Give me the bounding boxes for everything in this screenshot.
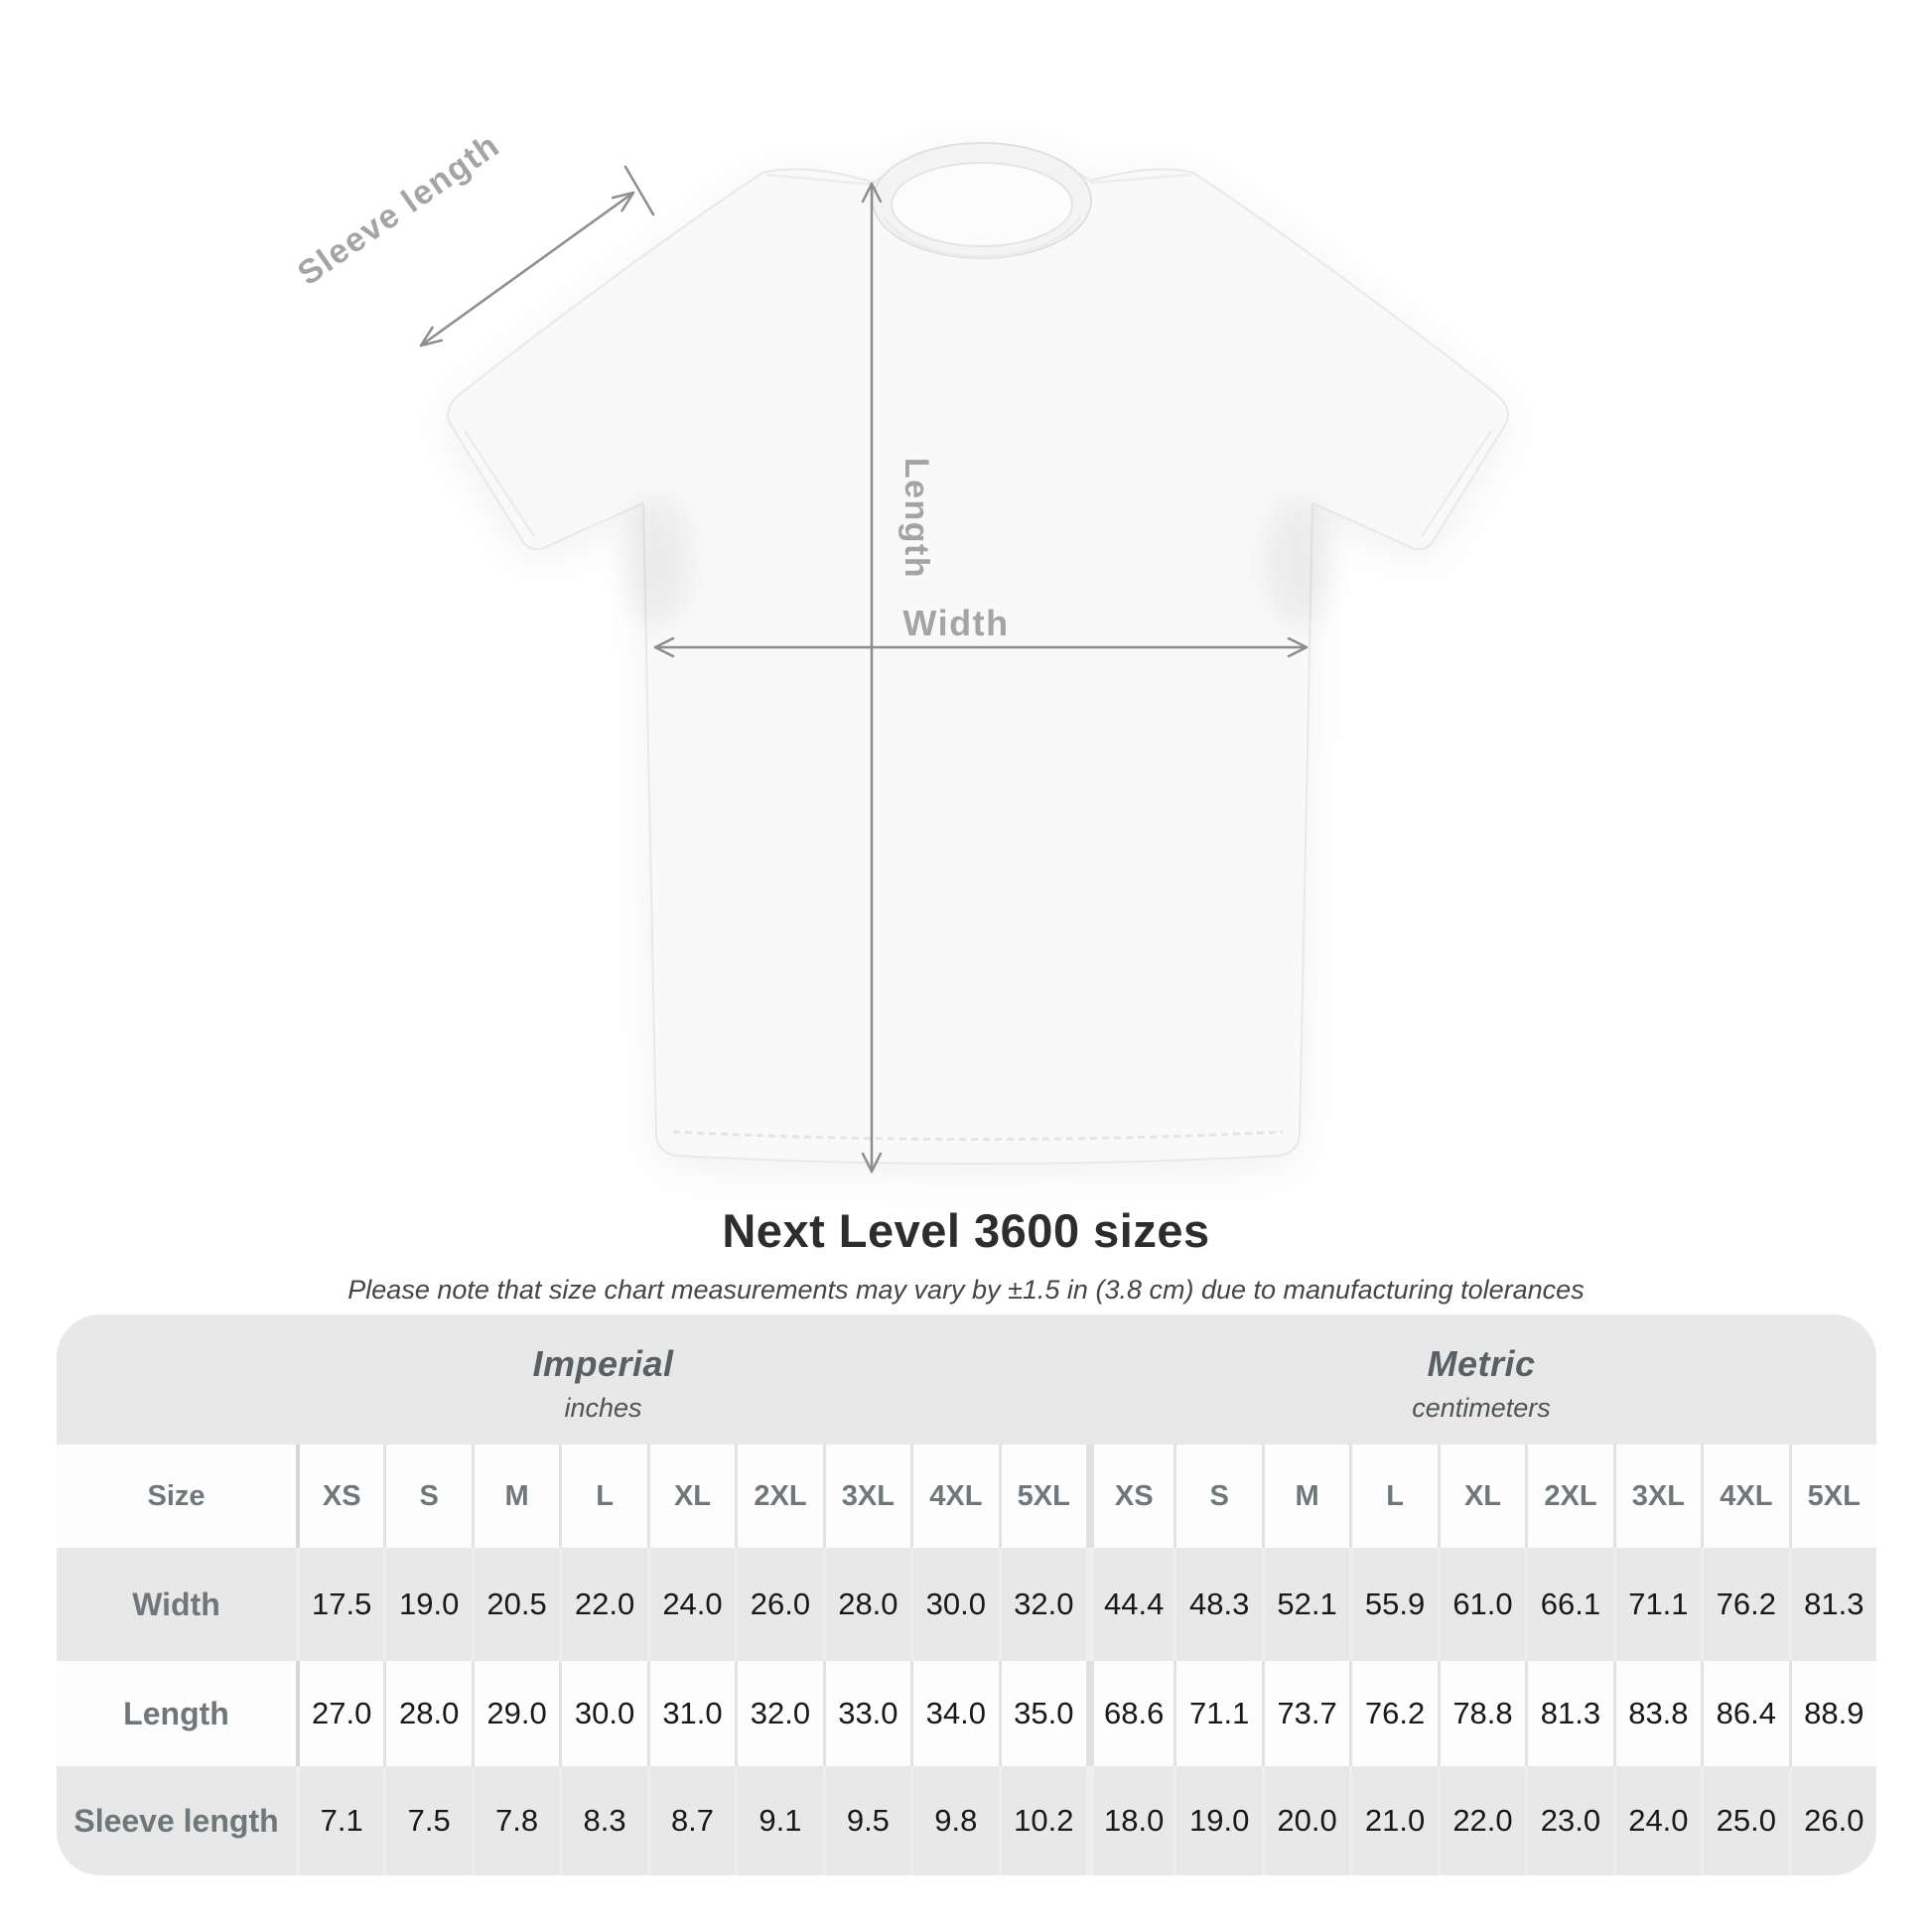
size-value-cell: 24.0 [647,1548,735,1661]
size-value-cell: 21.0 [1349,1766,1437,1875]
size-value-cell: 78.8 [1438,1661,1525,1766]
metric-section-unit: centimeters [1412,1393,1551,1423]
size-column-header: 3XL [1613,1445,1701,1548]
imperial-section-unit: inches [564,1393,642,1423]
size-value-cell: 73.7 [1262,1661,1349,1766]
width-label: Width [902,603,1010,643]
tshirt-body [448,157,1508,1164]
size-value-cell: 68.6 [1086,1661,1173,1766]
size-tolerance-note: Please note that size chart measurements may vary by ±1.5 in (3.8 cm) due to manufacturing tolerances [347,1275,1585,1305]
metric-section-title: Metric [1427,1343,1536,1384]
metric-section-header [1086,1314,1876,1445]
size-value-cell: 76.2 [1349,1661,1437,1766]
size-value-cell: 71.1 [1173,1661,1261,1766]
size-column-header: S [1173,1445,1261,1548]
row-label: Length [57,1661,296,1766]
size-value-cell: 35.0 [999,1661,1086,1766]
size-value-cell: 26.0 [1789,1766,1876,1875]
size-column-header: 3XL [823,1445,910,1548]
size-column-header: 5XL [1789,1445,1876,1548]
size-value-cell: 20.5 [472,1548,559,1661]
size-value-cell: 8.3 [559,1766,646,1875]
size-value-cell: 19.0 [383,1548,471,1661]
row-label: Width [132,1586,220,1622]
length-label: Length [897,457,935,580]
size-value-cell: 30.0 [910,1548,998,1661]
size-value-cell: 88.9 [1789,1661,1876,1766]
size-value-cell: 9.1 [735,1766,822,1875]
unit-section-headers [57,1314,1876,1445]
size-column-header: L [1349,1445,1437,1548]
size-value-cell: 33.0 [823,1661,910,1766]
size-value-cell: 66.1 [1525,1548,1612,1661]
size-column-header: M [472,1445,559,1548]
size-value-cell: 32.0 [999,1548,1086,1661]
size-value-cell: 28.0 [383,1661,471,1766]
size-value-cell: 30.0 [559,1661,646,1766]
page-title: Next Level 3600 sizes [722,1204,1210,1257]
corner-header: Size [57,1445,296,1548]
tshirt-graphic [448,143,1508,1164]
size-value-cell: 32.0 [735,1661,822,1766]
size-value-cell: 7.5 [383,1766,471,1875]
size-value-cell: 81.3 [1525,1661,1612,1766]
row-label: Sleeve length [73,1802,279,1839]
size-value-cell: 76.2 [1701,1548,1788,1661]
size-value-cell: 8.7 [647,1766,735,1875]
size-value-cell: 19.0 [1173,1766,1261,1875]
size-column-header: 4XL [910,1445,998,1548]
size-value-cell: 86.4 [1701,1661,1788,1766]
size-grid [57,1445,1876,1875]
size-value-cell: 7.8 [472,1766,559,1875]
size-chart-table [57,1314,1876,1875]
size-column-header: 4XL [1701,1445,1788,1548]
size-value-cell: 18.0 [1086,1766,1173,1875]
size-value-cell: 81.3 [1789,1548,1876,1661]
size-value-cell: 7.1 [296,1766,383,1875]
size-value-cell: 61.0 [1438,1548,1525,1661]
size-value-cell: 28.0 [823,1548,910,1661]
size-value-cell: 27.0 [296,1661,383,1766]
size-column-header: 2XL [1525,1445,1612,1548]
size-value-cell: 48.3 [1173,1548,1261,1661]
size-value-cell: 22.0 [1438,1766,1525,1875]
collar-inner [892,163,1072,246]
size-value-cell: 71.1 [1613,1548,1701,1661]
size-column-header: 2XL [735,1445,822,1548]
size-column-header: XL [1438,1445,1525,1548]
sleeve-length-label: Sleeve length [291,125,507,294]
size-value-cell: 9.5 [823,1766,910,1875]
size-value-cell: 83.8 [1613,1661,1701,1766]
size-value-cell: 44.4 [1086,1548,1173,1661]
size-value-cell: 22.0 [559,1548,646,1661]
size-value-cell: 29.0 [472,1661,559,1766]
size-value-cell: 25.0 [1701,1766,1788,1875]
size-value-cell: 23.0 [1525,1766,1612,1875]
size-column-header: XS [296,1445,383,1548]
size-column-header: XL [647,1445,735,1548]
size-value-cell: 55.9 [1349,1548,1437,1661]
size-column-header: M [1262,1445,1349,1548]
size-column-header: S [383,1445,471,1548]
size-value-cell: 9.8 [910,1766,998,1875]
imperial-section-title: Imperial [532,1343,674,1384]
size-column-header: XS [1086,1445,1173,1548]
size-value-cell: 20.0 [1262,1766,1349,1875]
size-value-cell: 10.2 [999,1766,1086,1875]
size-value-cell: 34.0 [910,1661,998,1766]
size-value-cell: 52.1 [1262,1548,1349,1661]
size-column-header: 5XL [999,1445,1086,1548]
size-value-cell: 24.0 [1613,1766,1701,1875]
size-value-cell: 17.5 [296,1548,383,1661]
size-value-cell: 31.0 [647,1661,735,1766]
size-value-cell: 26.0 [735,1548,822,1661]
imperial-section-header [88,1314,1118,1445]
size-column-header: L [559,1445,646,1548]
